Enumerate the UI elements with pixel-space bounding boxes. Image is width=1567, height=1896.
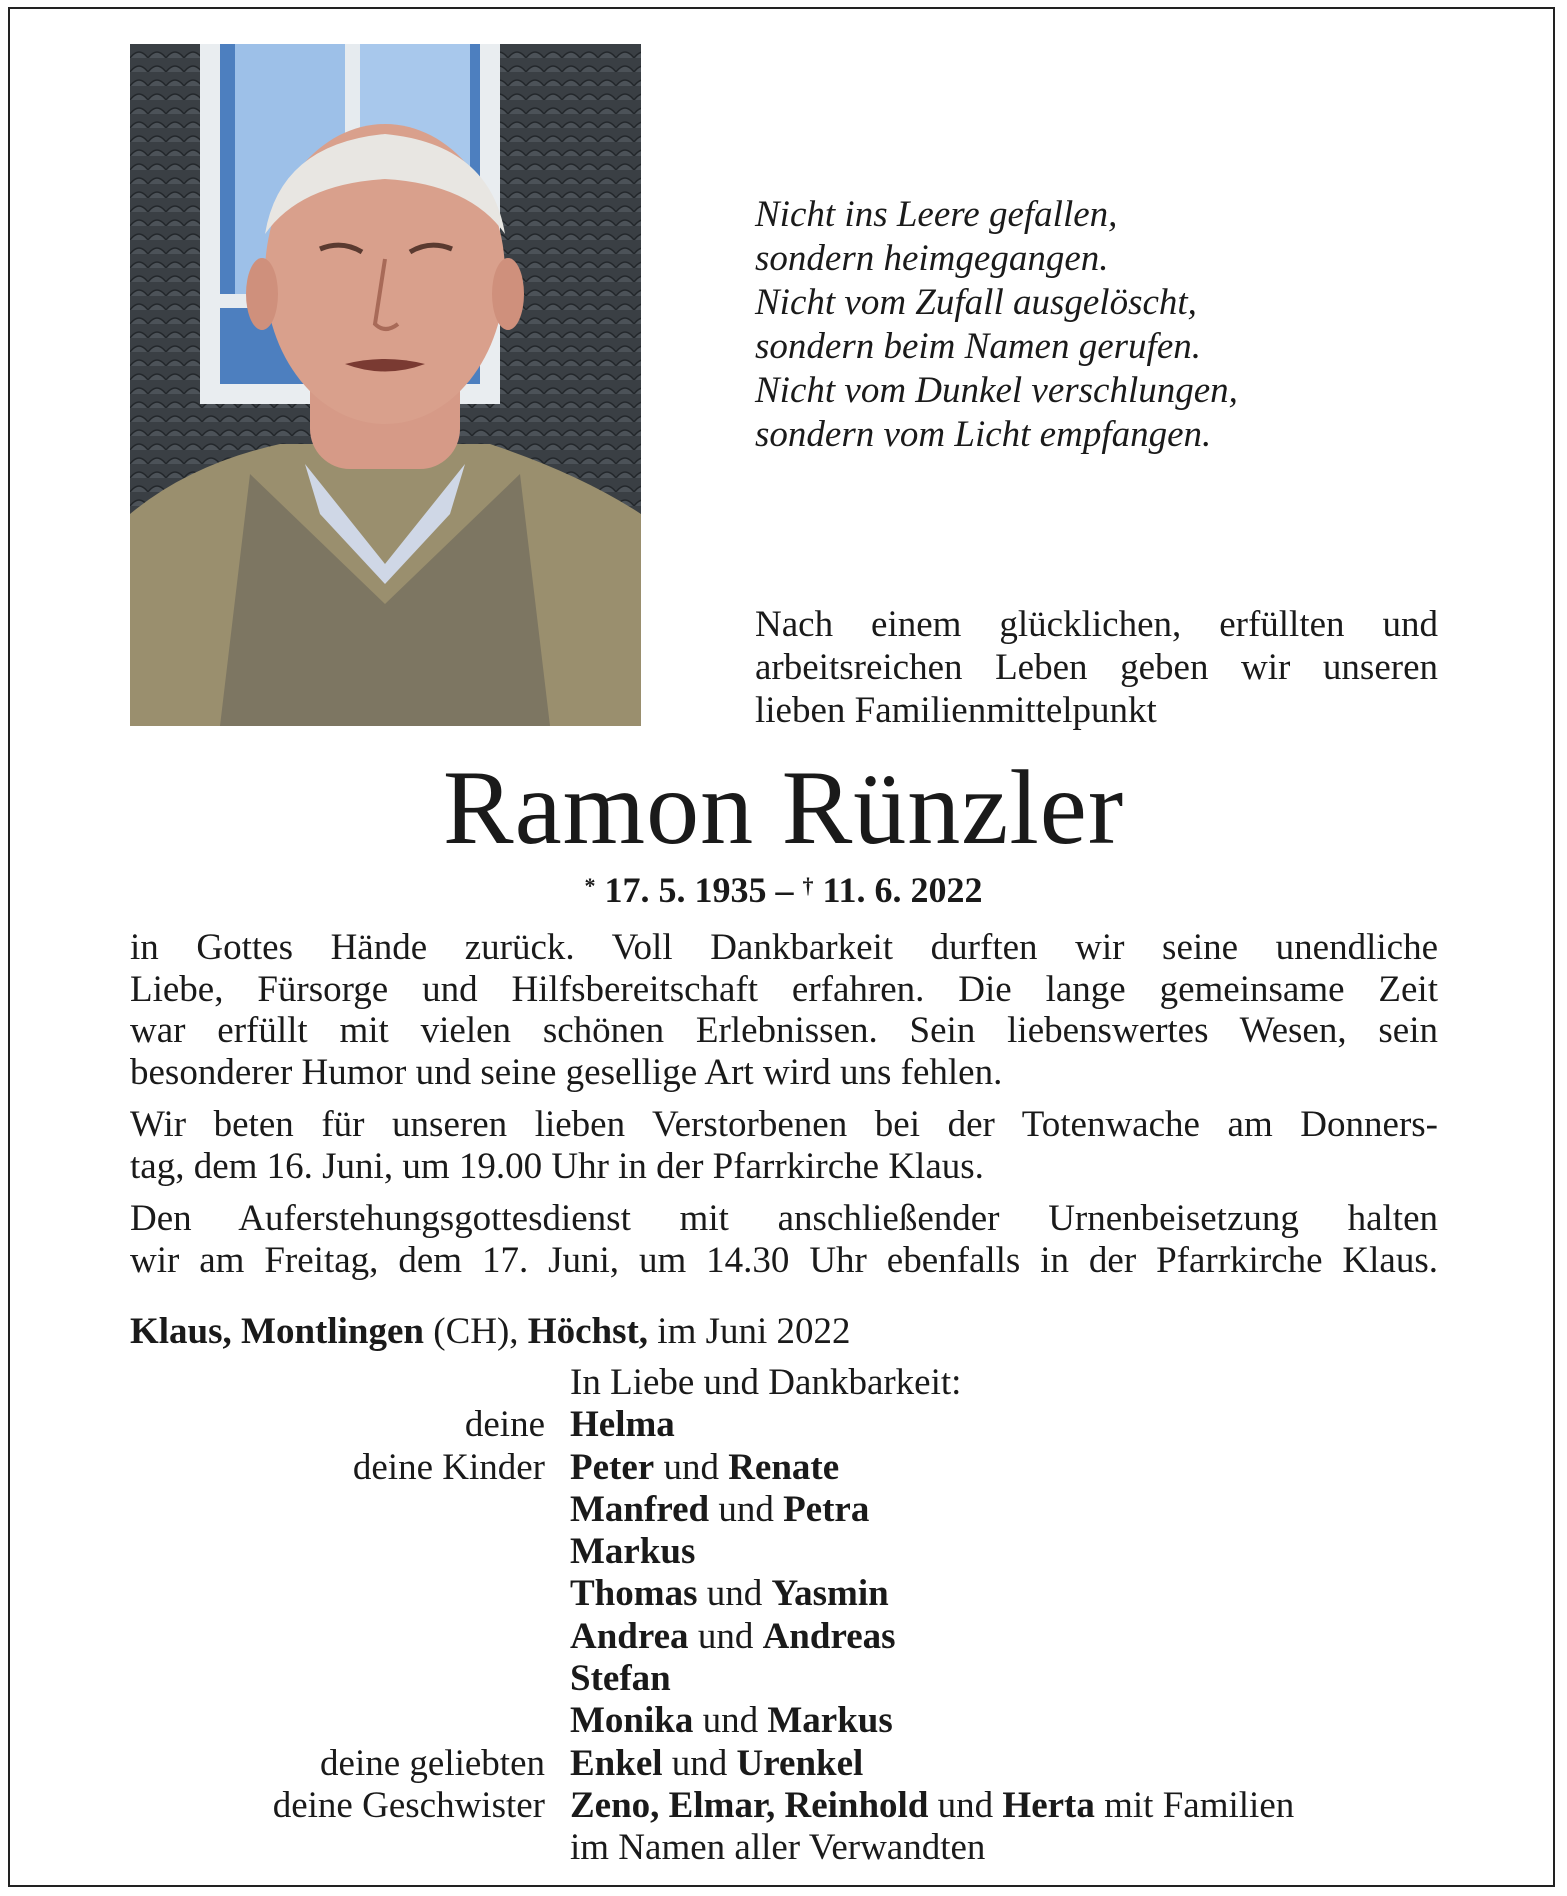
body-line: tag, dem 16. Juni, um 19.00 Uhr in der Pfarrkirche Klaus. [130,1145,984,1187]
body-line: Wir beten für unseren lieben Verstorbenen bei der Totenwache am Donners- [130,1104,1438,1145]
family-name: Renate [728,1446,840,1488]
intro-line: Nach einem glücklichen, erfüllten und [755,604,1438,645]
sibling-name-last: Herta [1002,1784,1095,1826]
with-families: mit Familien [1104,1784,1295,1826]
deceased-name: Ramon Rünzler [442,749,1125,866]
poem-line: sondern heimgegangen. [755,238,1109,279]
family-name: Andreas [762,1615,896,1657]
family-name: Markus [767,1700,893,1742]
family-row [130,1404,1438,1446]
poem-line: Nicht vom Dunkel verschlungen, [755,370,1238,411]
family-name: Yasmin [771,1573,889,1615]
family-name: Urenkel [736,1742,864,1784]
and-word: und [697,1615,754,1657]
birth-symbol: * [584,873,596,898]
family-signoff [130,1362,1438,1870]
poem-line: sondern beim Namen gerufen. [755,326,1201,367]
family-row [130,1447,1438,1489]
poem [755,193,1475,457]
and-word: und [937,1784,994,1826]
date-dash: – [775,870,794,910]
family-name: Stefan [570,1658,671,1700]
and-word: und [706,1573,763,1615]
death-date: 11. 6. 2022 [822,870,983,910]
family-name: Thomas [570,1573,698,1615]
place-date: im Juni 2022 [648,1311,851,1352]
and-word: und [718,1488,774,1530]
closing-row [130,1827,1438,1869]
relation-label: deine Geschwister [272,1784,545,1826]
paragraph-service [130,1198,1438,1281]
body-line: in Gottes Hände zurück. Voll Dankbarkeit durften wir seine unendliche [130,927,1438,968]
and-word: und [671,1742,728,1784]
family-name: Helma [570,1404,675,1446]
intro-text [755,603,1438,732]
obituary-body [130,927,1438,1292]
signoff-heading: In Liebe und Dankbarkeit: [570,1362,962,1403]
place-klaus-montlingen: Klaus, Montlingen [130,1311,424,1352]
family-name: Peter [570,1446,655,1488]
relation-label: deine Kinder [352,1446,545,1488]
family-name: Enkel [570,1742,663,1784]
family-row [130,1743,1438,1785]
family-name: Monika [570,1700,694,1742]
body-line: besonderer Humor und seine gesellige Art wird uns fehlen. [130,1051,1003,1093]
signoff-heading-row [130,1362,1438,1404]
sibling-names: Zeno, Elmar, Reinhold [570,1784,929,1826]
intro-line: arbeitsreichen Leben geben wir unseren [755,647,1438,688]
relation-label: deine geliebten [320,1742,545,1784]
body-line: Liebe, Fürsorge und Hilfsbereitschaft erfahren. Die lange gemeinsame Zeit [130,968,1438,1010]
birth-date: 17. 5. 1935 [604,870,767,910]
place-ch: (CH), [424,1311,528,1352]
poem-line: sondern vom Licht empfangen. [755,414,1212,455]
closing-text: im Namen aller Verwandten [570,1827,986,1869]
family-row [130,1658,1438,1700]
paragraph-wake [130,1104,1438,1187]
family-row [130,1616,1438,1658]
family-row [130,1573,1438,1615]
family-name: Manfred [570,1488,710,1530]
relation-label [130,1573,545,1615]
body-line: Den Auferstehungsgottesdienst mit anschließender Urnenbeisetzung halten [130,1198,1438,1239]
relation-label: deine [464,1404,545,1446]
paragraph-gratitude [130,927,1438,1093]
place-hoechst: Höchst, [527,1311,649,1352]
family-row [130,1700,1438,1742]
family-row [130,1531,1438,1573]
poem-line: Nicht ins Leere gefallen, [755,194,1118,235]
and-word: und [663,1446,719,1488]
death-symbol: † [802,873,814,898]
family-name: Markus [570,1531,696,1573]
and-word: und [702,1700,759,1742]
relation-label [130,1700,545,1742]
relation-label [130,1531,545,1573]
siblings-row [130,1785,1438,1827]
relation-label [130,1616,545,1658]
intro-line: lieben Familienmittelpunkt [755,690,1157,731]
family-row [130,1489,1438,1531]
family-name: Andrea [570,1615,689,1657]
family-name: Petra [783,1488,870,1530]
body-line: war erfüllt mit vielen schönen Erlebnissen. Sein liebenswertes Wesen, sein [130,1010,1438,1051]
body-line: wir am Freitag, dem 17. Juni, um 14.30 Uhr ebenfalls in der Pfarrkirche Klaus. [130,1239,1438,1281]
portrait-photo [130,44,641,726]
relation-label [130,1489,545,1531]
place-date-line [130,1310,1438,1354]
life-dates [0,868,1567,912]
relation-label [130,1658,545,1700]
poem-line: Nicht vom Zufall ausgelöscht, [755,282,1197,323]
